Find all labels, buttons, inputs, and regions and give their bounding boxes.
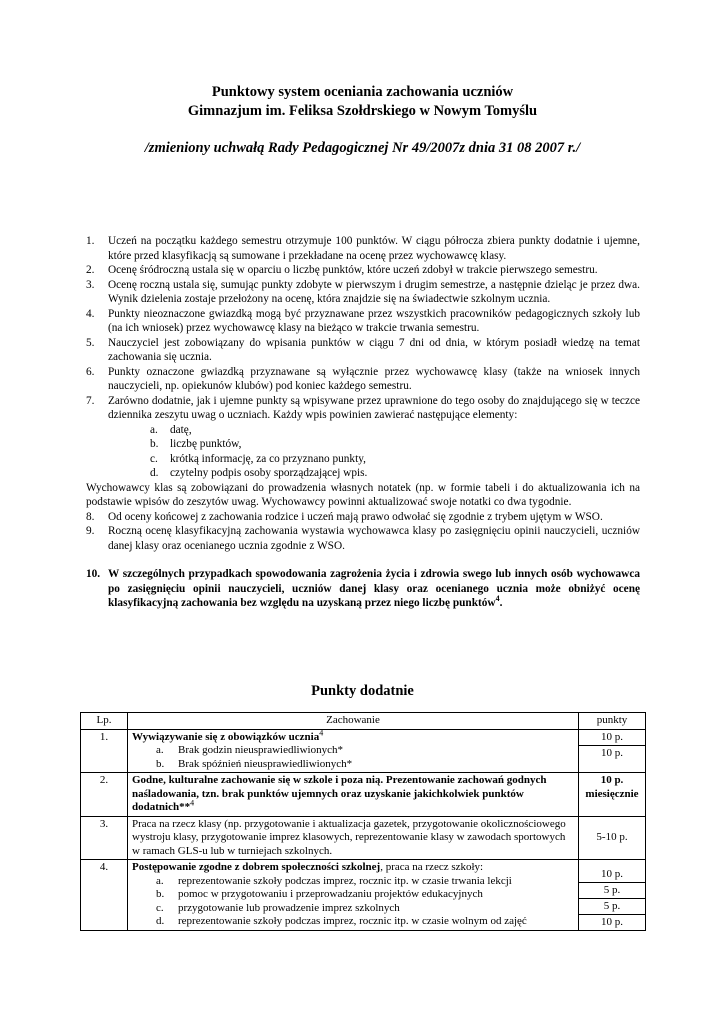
- subitem-text: reprezentowanie szkoły podczas imprez, rocznic itp. w czasie wolnym od zajęć: [178, 915, 527, 927]
- points-value: 10 p.: [601, 915, 623, 928]
- subitem-text: pomoc w przygotowaniu i przeprowadzaniu projektów edukacyjnych: [178, 888, 483, 900]
- row-subitem: [132, 758, 574, 772]
- row-points: [579, 816, 646, 860]
- document-title-line2: Gimnazjum im. Feliksa Szołdrskiego w Nowym Tomyślu: [187, 103, 538, 119]
- row-number: 4.: [81, 860, 128, 931]
- document-subtitle: /zmieniony uchwałą Rady Pedagogicznej Nr 49/2007z dnia 31 08 2007 r./: [144, 140, 581, 156]
- subitem-letter: c.: [150, 452, 158, 465]
- row-points: [579, 773, 646, 817]
- table-row: [81, 860, 646, 931]
- footnote-marker: 4: [190, 798, 195, 808]
- header-points: punkty: [579, 713, 646, 730]
- subitem-text: czytelny podpis osoby sporządzającej wpis.: [170, 467, 368, 479]
- table-row: [81, 773, 646, 817]
- rule-7: [86, 394, 640, 423]
- rule-text: Od oceny końcowej z zachowania rodzice i uczeń mają prawo odwołać się zgodnie z trybem ujętym w WSO.: [108, 510, 603, 523]
- rule-number: 6.: [86, 365, 95, 378]
- subitem-letter: b.: [150, 438, 159, 450]
- points-table: [80, 712, 646, 931]
- document-title-line1: Punktowy system oceniania zachowania uczniów: [211, 84, 514, 100]
- rule-7-subitem: [86, 437, 640, 452]
- subitem-text: Brak spóźnień nieusprawiedliwionych*: [178, 757, 353, 770]
- rule-text: Zarówno dodatnie, jak i ujemne punkty są wpisywane przez uprawnione do tego osoby do znajdującego się w teczce dziennika zeszytu uwag o uczniach. Każdy wpis powinien zawierać następujące elementy:: [108, 394, 640, 421]
- row-number: 1.: [81, 729, 128, 773]
- rule-4: [86, 307, 640, 336]
- row-number: 2.: [81, 773, 128, 817]
- subitem-letter: a.: [156, 874, 164, 887]
- row-title: Godne, kulturalne zachowanie się w szkole i poza nią. Prezentowanie zachowań godnych naśladowania, tzn. brak punktów ujemnych oraz uzyskanie jakichkolwiek punktów dodatnich**: [132, 774, 547, 813]
- row-title: Wywiązywanie się z obowiązków ucznia: [132, 730, 320, 743]
- rule-7-subitem: [86, 423, 640, 438]
- subitem-letter: b.: [156, 888, 165, 900]
- rule-text: Punkty oznaczone gwiazdką przyznawane są wyłącznie przez wychowawcę klasy (także na wniosek innych nauczycieli, np. opiekunów klubów) pod koniec każdego semestru.: [108, 365, 640, 392]
- rule-text: Ocenę roczną ustala się, sumując punkty zdobyte w pierwszym i drugim semestrze, a następnie dzieląc je przez dwa. Wynik dzielenia zostaje przełożony na ocenę, która znajdzie się na świadectwie szkolnym ucznia.: [108, 278, 640, 305]
- row-points: [579, 729, 646, 773]
- rule-number: 9.: [86, 525, 95, 537]
- notes-paragraph: Wychowawcy klas są zobowiązani do prowadzenia własnych notatek (np. w formie tabeli i do aktualizowania ich na podstawie wpisów do zeszytów uwag. Wychowawcy powinni aktualizować swoje notatki co dwa tygodnie.: [86, 481, 640, 508]
- header-behavior: Zachowanie: [128, 713, 579, 730]
- rule-number: 3.: [86, 278, 95, 291]
- row-points: [579, 860, 646, 931]
- rule-8: [86, 510, 640, 525]
- rule-3: [86, 278, 640, 307]
- footnote-marker: 4: [495, 594, 500, 604]
- row-description: [128, 773, 579, 817]
- rule-number: 8.: [86, 510, 95, 523]
- points-value: 10 p.: [600, 774, 624, 786]
- footnote-marker: 4: [319, 727, 324, 737]
- row-title: Postępowanie zgodne z dobrem społeczności szkolnej: [132, 861, 381, 873]
- points-value: 5 p.: [579, 883, 645, 899]
- subitem-letter: a.: [150, 423, 158, 436]
- rule-text: Punkty nieoznaczone gwiazdką mogą być przyznawane przez wszystkich pracowników pedagogicznych szkoły lub (na ich wniosek) przez wychowawcę klasy na bieżąco w trakcie trwania semestru.: [108, 307, 640, 334]
- rule-9: [86, 524, 640, 553]
- points-value: 5 p.: [579, 899, 645, 915]
- rule-text: W szczególnych przypadkach spowodowania zagrożenia życia i zdrowia swego lub innych osób wychowawca po zasięgnięciu opinii nauczycieli, uczniów danej klasy oraz ocenianego ucznia może obniżyć ocenę klasyfikacyjną zachowania bez względu na uzyskaną przez niego liczbę punktów: [108, 568, 640, 609]
- rule-text: Uczeń na początku każdego semestru otrzymuje 100 punktów. W ciągu półrocza zbiera punkty dodatnie i ujemne, które przed klasyfikacją są sumowane i przekładane na ocenę przez wychowawcę klasy.: [108, 235, 640, 262]
- subitem-letter: d.: [156, 915, 165, 927]
- table-row: [81, 816, 646, 860]
- subitem-text: krótką informację, za co przyznano punkty,: [170, 452, 366, 465]
- subitem-text: przygotowanie lub prowadzenie imprez szkolnych: [178, 901, 400, 914]
- rule-5: [86, 336, 640, 365]
- rule-number: 5.: [86, 336, 95, 349]
- rule-6: [86, 365, 640, 394]
- table-header-row: [81, 713, 646, 730]
- points-value: 5-10 p.: [596, 831, 628, 843]
- section-title: Punkty dodatnie: [311, 683, 414, 699]
- row-description: [128, 860, 579, 931]
- rule-number: 10.: [86, 568, 101, 580]
- points-value: 10 p.: [601, 746, 623, 759]
- rule-text: Ocenę śródroczną ustala się w oparciu o liczbę punktów, które uczeń zdobył w trakcie pierwszego semestru.: [108, 264, 598, 276]
- points-value: 10 p.: [579, 867, 645, 883]
- row-number: 3.: [81, 816, 128, 860]
- rules-list: [86, 234, 640, 611]
- row-subitem: [132, 888, 574, 902]
- subitem-text: reprezentowanie szkoły podczas imprez, rocznic itp. w czasie trwania lekcji: [178, 874, 512, 887]
- subitem-text: datę,: [170, 423, 192, 436]
- row-title-rest: , praca na rzecz szkoły:: [380, 861, 484, 873]
- subitem-letter: a.: [156, 744, 164, 756]
- header-lp: Lp.: [81, 713, 128, 730]
- rule-1: [86, 234, 640, 263]
- row-description: [128, 729, 579, 773]
- subitem-text: liczbę punktów,: [170, 438, 242, 450]
- rule-text: Roczną ocenę klasyfikacyjną zachowania wystawia wychowawca klasy po zasięgnięciu opinii nauczycieli, uczniów danej klasy oraz ocenianego ucznia zgodnie z WSO.: [108, 525, 640, 552]
- subitem-letter: c.: [156, 901, 164, 914]
- row-subitem: [132, 915, 574, 929]
- points-value: 10 p.: [579, 730, 645, 746]
- row-subitem: [132, 744, 574, 758]
- rule-7-subitem: [86, 452, 640, 467]
- rule-end-punct: .: [499, 597, 503, 609]
- row-description: Praca na rzecz klasy (np. przygotowanie i aktualizacja gazetek, przygotowanie okolicznościowego wystroju klasy, przygotowanie imprez klasowych, reprezentowanie klasy w zawodach sportowych w ramach GLS-u lub w turniejach szkolnych.: [128, 816, 579, 860]
- rule-number: 1.: [86, 235, 95, 247]
- rule-2: [86, 263, 640, 278]
- rule-number: 7.: [86, 394, 95, 407]
- rule-number: 2.: [86, 264, 95, 276]
- subitem-letter: d.: [150, 467, 159, 479]
- points-frequency: miesięcznie: [585, 787, 639, 800]
- rule-10: [86, 567, 640, 611]
- subitem-text: Brak godzin nieusprawiedliwionych*: [178, 744, 343, 756]
- row-subitem: [132, 902, 574, 916]
- subitem-letter: b.: [156, 757, 165, 770]
- rule-text: Nauczyciel jest zobowiązany do wpisania punktów w ciągu 7 dni od dnia, w którym posiadł wiedzę na temat zachowania się ucznia.: [108, 336, 640, 363]
- row-subitem: [132, 875, 574, 889]
- table-row: [81, 729, 646, 773]
- rule-7-subitem: [86, 466, 640, 481]
- rule-number: 4.: [86, 307, 95, 320]
